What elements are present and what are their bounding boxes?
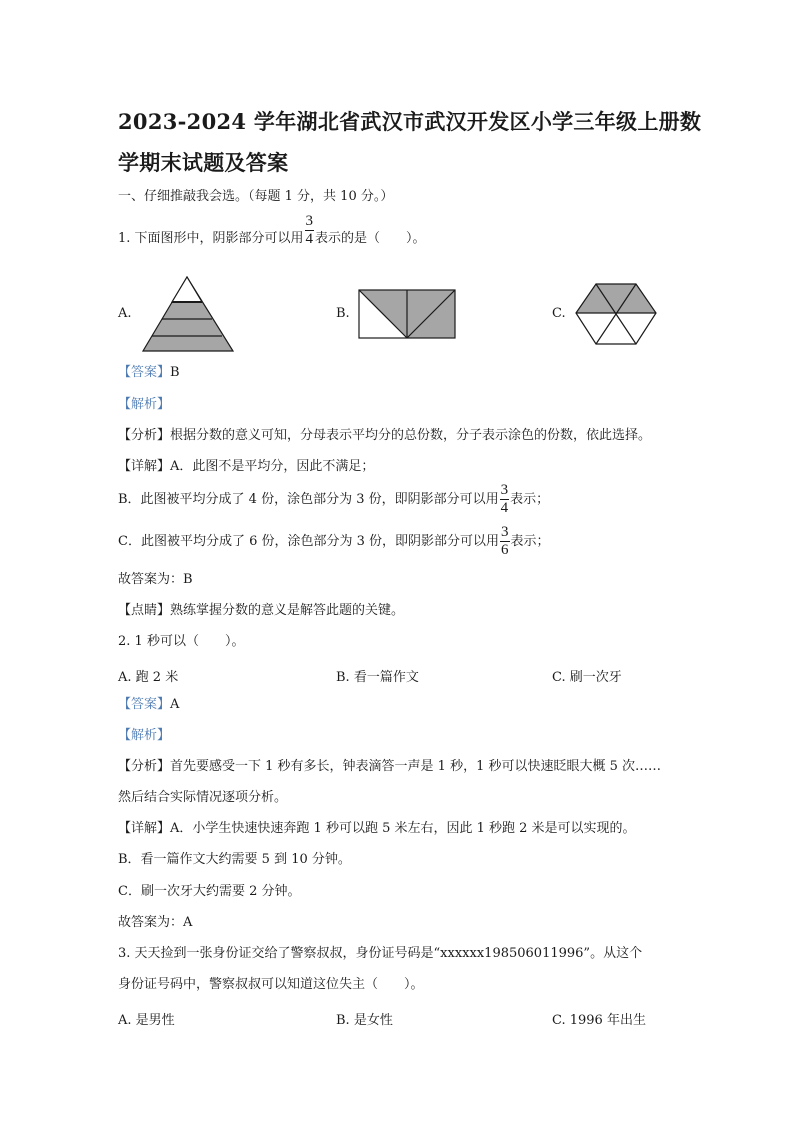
question-1-stem	[118, 213, 426, 256]
q1-figure-a-triangle	[140, 272, 240, 356]
q2-analysis-tag: 【解析】	[118, 728, 171, 743]
answer-value: A	[170, 697, 180, 712]
q3-option-b: B. 是女性	[336, 1013, 393, 1028]
q1-fenxi: 【分析】根据分数的意义可知，分母表示平均分的总份数，分子表示涂色的份数，依此选择。	[118, 428, 652, 443]
q1-xiangjie-a: 【详解】A．此图不是平均分，因此不满足；	[118, 459, 375, 474]
q1-stem-before: 1. 下面图形中，阴影部分可以用	[118, 231, 304, 246]
q1-fraction: $\frac{3}{4}$	[305, 213, 314, 247]
xiangjie-tag: 【详解】	[118, 459, 171, 474]
q2-fenxi-line2: 然后结合实际情况逐项分析。	[118, 790, 288, 805]
xiangjie-tag: 【详解】	[118, 821, 171, 836]
section-heading: 一、仔细推敲我会选。（每题 1 分，共 10 分。）	[118, 189, 394, 204]
q2-option-a: A. 跑 2 米	[118, 670, 179, 685]
question-3-stem-line2: 身份证号码中，警察叔叔可以知道这位失主（ ）。	[118, 977, 424, 992]
q2-xiangjie-a: 【详解】A．小学生快速快速奔跑 1 秒可以跑 5 米左右，因此 1 秒跑 2 米是可以实现的。	[118, 821, 636, 836]
q3-option-a: A. 是男性	[118, 1013, 175, 1028]
answer-value: B	[170, 365, 180, 380]
fenxi-tag: 【分析】	[118, 428, 171, 443]
q1-option-c-label: C.	[552, 306, 566, 321]
fenxi-tag: 【分析】	[118, 759, 171, 774]
q2-option-c: C. 刷一次牙	[552, 670, 622, 685]
answer-tag: 【答案】	[118, 697, 171, 712]
answer-tag: 【答案】	[118, 365, 171, 380]
q1-dianjing: 【点睛】熟练掌握分数的意义是解答此题的关键。	[118, 603, 405, 618]
q1-analysis-tag: 【解析】	[118, 397, 171, 412]
q1-xiangjie-c-fraction: $\frac{3}{6}$	[501, 524, 509, 558]
q1-option-b-label: B.	[336, 306, 350, 321]
q1-figure-b-rectangle	[355, 285, 460, 345]
q1-stem-after: 表示的是（ ）。	[315, 231, 426, 246]
q2-fenxi-line1: 【分析】首先要感受一下 1 秒有多长，钟表滴答一声是 1 秒，1 秒可以快速眨眼大概 5 次……	[118, 759, 662, 774]
q1-xiangjie-c: C．此图被平均分成了 6 份，涂色部分为 3 份，即阴影部分可以用 $\frac{3}{6}$ 表示；	[118, 524, 550, 558]
dianjing-tag: 【点睛】	[118, 603, 171, 618]
q2-xiangjie-b: B．看一篇作文大约需要 5 到 10 分钟。	[118, 852, 351, 867]
q1-conclusion: 故答案为：B	[118, 572, 193, 587]
q1-option-a-label: A.	[118, 306, 132, 321]
q1-xiangjie-b-fraction: $\frac{3}{4}$	[500, 482, 509, 516]
q1-figure-c-hexagon	[570, 278, 665, 353]
document-title-line1: 2023-2024 学年湖北省武汉市武汉开发区小学三年级上册数	[118, 109, 702, 134]
q2-answer	[118, 697, 179, 713]
q3-option-c: C. 1996 年出生	[552, 1013, 646, 1028]
question-2-stem: 2. 1 秒可以（ ）。	[118, 634, 245, 649]
document-title-line2: 学期末试题及答案	[118, 150, 289, 175]
question-3-stem-line1: 3. 天天捡到一张身份证交给了警察叔叔，身份证号码是“xxxxxx198506011996”。从这个	[118, 946, 643, 961]
q2-xiangjie-c: C．刷一次牙大约需要 2 分钟。	[118, 884, 301, 899]
q1-xiangjie-b: B．此图被平均分成了 4 份，涂色部分为 3 份，即阴影部分可以用 $\frac{3}{4}$ 表示；	[118, 482, 550, 516]
q2-option-b: B. 看一篇作文	[336, 670, 419, 685]
q1-answer	[118, 365, 180, 381]
q2-conclusion: 故答案为：A	[118, 915, 193, 930]
